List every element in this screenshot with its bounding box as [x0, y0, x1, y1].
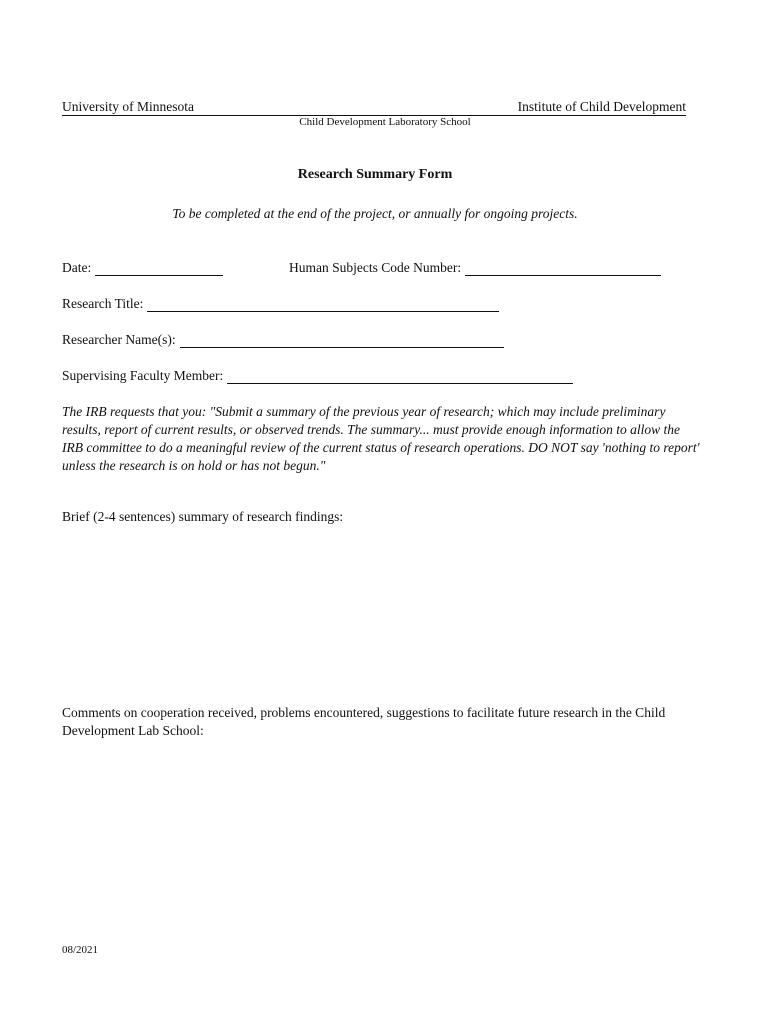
irb-note: The IRB requests that you: "Submit a summary of the previous year of research; which may include preliminary results, report of current results, or observed trends. The summary... must provide enough information to allow the IRB committee to do a meaningful review of the current status of research operations. DO NOT say 'nothing to report' unless the research is on hold or has not begun.": [62, 404, 700, 473]
research-title-field[interactable]: [62, 296, 499, 312]
comments-answer-area[interactable]: [62, 744, 702, 924]
summary-answer-area[interactable]: [62, 530, 702, 690]
date-label: Date:: [62, 260, 92, 275]
date-line[interactable]: [95, 263, 223, 276]
human-subjects-code-label: Human Subjects Code Number:: [289, 260, 462, 275]
header-row: [62, 99, 686, 116]
human-subjects-code-field[interactable]: [289, 260, 661, 276]
summary-prompt: Brief (2-4 sentences) summary of research findings:: [62, 509, 344, 524]
comments-prompt: Comments on cooperation received, problems encountered, suggestions to facilitate future research in the Child Development Lab School:: [62, 705, 666, 738]
supervising-faculty-label: Supervising Faculty Member:: [62, 368, 224, 383]
institute-name: Institute of Child Development: [517, 99, 686, 114]
supervising-faculty-line[interactable]: [227, 371, 573, 384]
form-title: Research Summary Form: [297, 167, 453, 182]
date-field[interactable]: [62, 260, 223, 276]
researcher-names-label: Researcher Name(s):: [62, 332, 176, 347]
research-title-label: Research Title:: [62, 296, 144, 311]
researcher-names-field[interactable]: [62, 332, 504, 348]
form-instructions: To be completed at the end of the project, or annually for ongoing projects.: [172, 206, 578, 221]
school-name: Child Development Laboratory School: [299, 116, 471, 128]
research-title-line[interactable]: [147, 299, 499, 312]
supervising-faculty-field[interactable]: [62, 368, 573, 384]
revision-date: 08/2021: [62, 944, 99, 956]
university-name: University of Minnesota: [62, 99, 194, 114]
human-subjects-code-line[interactable]: [465, 263, 661, 276]
researcher-names-line[interactable]: [180, 335, 504, 348]
